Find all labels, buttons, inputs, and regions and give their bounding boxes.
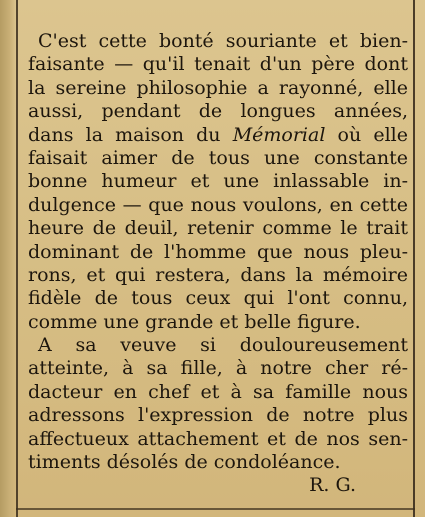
text-run: où elle bbox=[325, 123, 408, 146]
text-line: C'est cette bonté souriante et bien- bbox=[38, 30, 408, 52]
text-line: A sa veuve si douloureusement bbox=[38, 334, 408, 357]
text-line: affectueux attachement et de nos sen- bbox=[28, 427, 408, 450]
text-line: heure de deuil, retenir comme le trait bbox=[28, 217, 408, 240]
text-line: faisante — qu'il tenait d'un père dont bbox=[28, 53, 408, 76]
text-line: dulgence — que nous voulons, en cette bbox=[28, 193, 408, 216]
text-line: aussi, pendant de longues années, bbox=[28, 100, 408, 123]
paragraph-2 bbox=[28, 334, 408, 474]
text-line bbox=[28, 124, 408, 147]
text-line: faisait aimer de tous une constante bbox=[28, 146, 408, 169]
author-signature: R. G. bbox=[309, 474, 356, 497]
page-edge bbox=[0, 0, 16, 517]
article-column bbox=[28, 30, 408, 498]
text-line: atteinte, à sa fille, à notre cher ré- bbox=[28, 357, 408, 380]
paragraph-1 bbox=[28, 30, 408, 334]
text-run: dans la maison du bbox=[28, 123, 233, 146]
text-line: rons, et qui restera, dans la mémoire bbox=[28, 263, 408, 286]
column-rule-left bbox=[16, 0, 18, 517]
text-line: comme une grande et belle figure. bbox=[28, 310, 361, 333]
text-line: la sereine philosophie a rayonné, elle bbox=[28, 76, 408, 99]
text-line: dacteur en chef et à sa famille nous bbox=[28, 380, 408, 403]
text-line: timents désolés de condoléance. bbox=[28, 451, 341, 474]
column-rule-right bbox=[413, 0, 415, 517]
text-line: dominant de l'homme que nous pleu- bbox=[28, 240, 408, 263]
column-rule-bottom bbox=[16, 508, 415, 510]
text-line: fidèle de tous ceux qui l'ont connu, bbox=[28, 287, 408, 310]
text-line: adressons l'expression de notre plus bbox=[28, 404, 408, 427]
publication-name: Mémorial bbox=[232, 123, 326, 146]
text-line: bonne humeur et une inlassable in- bbox=[28, 170, 408, 193]
